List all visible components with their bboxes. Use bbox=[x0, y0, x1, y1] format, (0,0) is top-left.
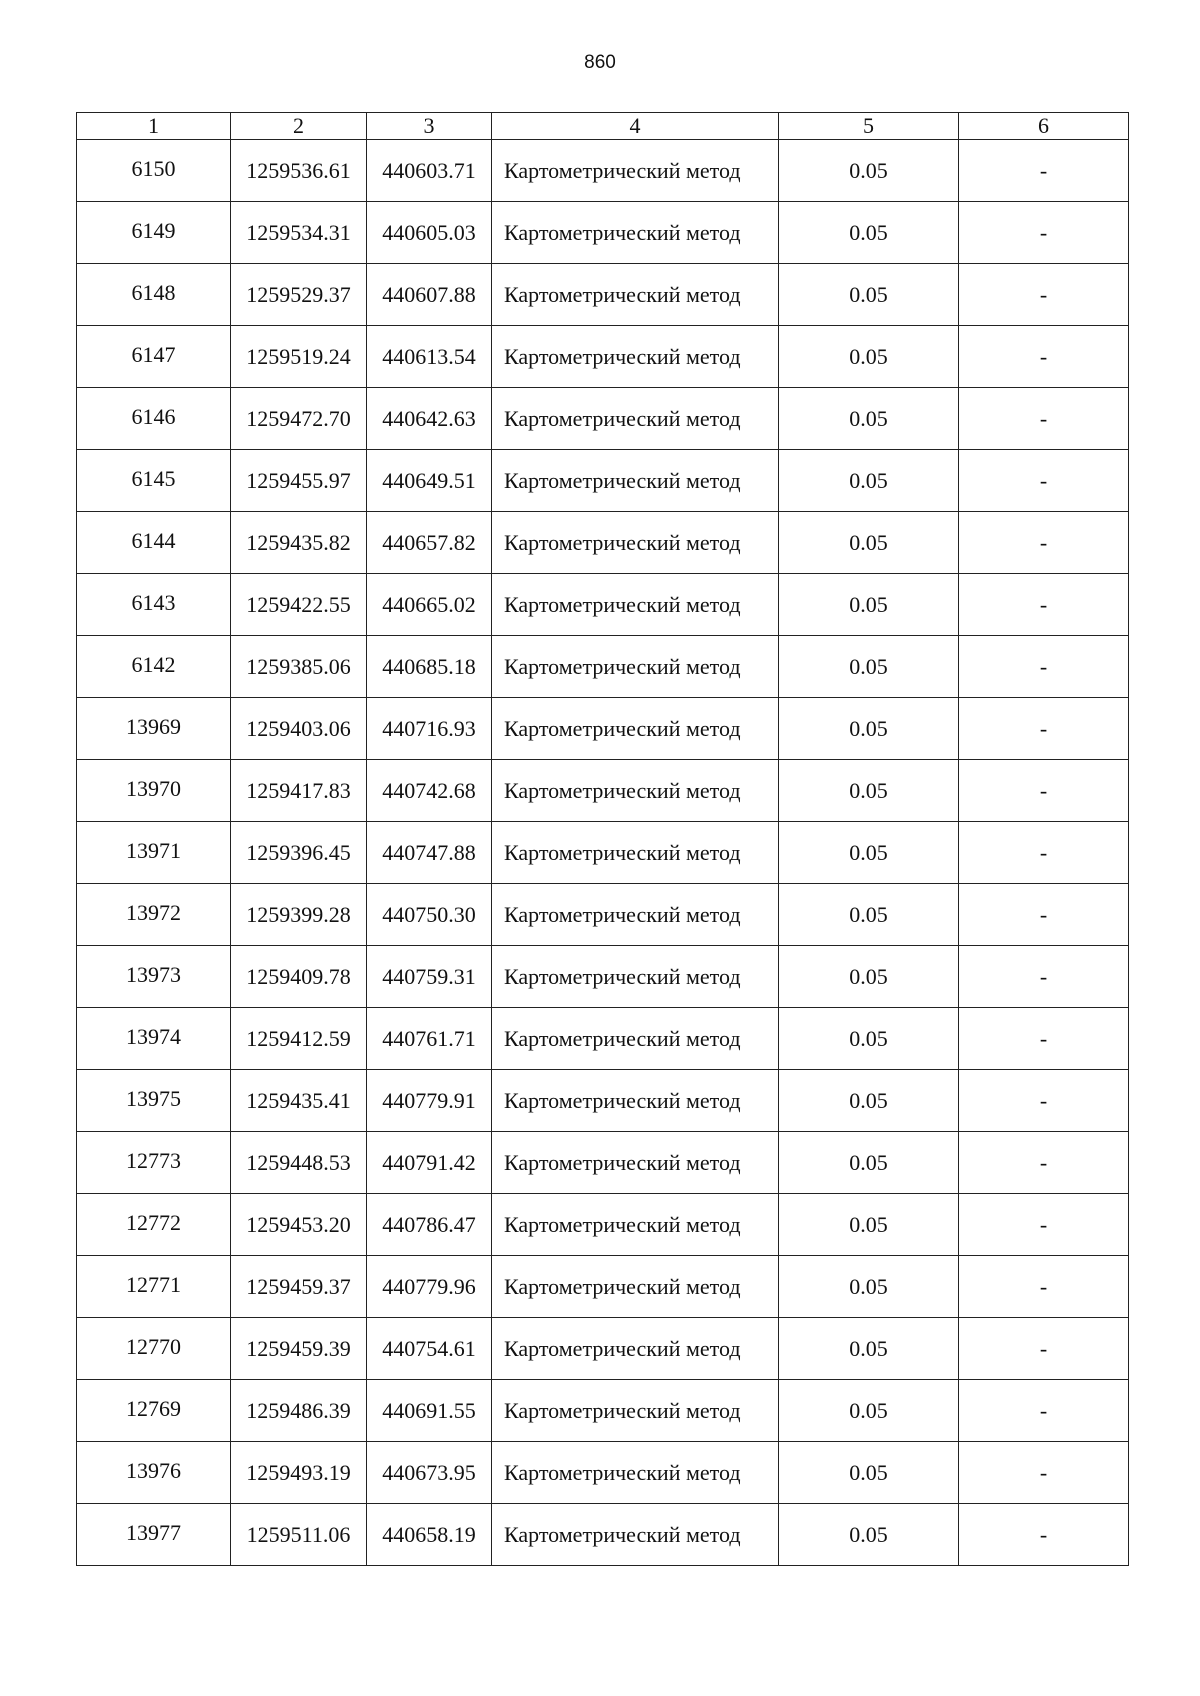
table-row bbox=[77, 326, 1129, 388]
y-coordinate-cell: 440791.42 bbox=[367, 1132, 492, 1194]
point-number-cell: 12769 bbox=[77, 1380, 231, 1442]
x-coordinate-cell: 1259435.41 bbox=[231, 1070, 367, 1132]
x-coordinate-cell: 1259493.19 bbox=[231, 1442, 367, 1504]
y-coordinate-cell: 440603.71 bbox=[367, 140, 492, 202]
x-coordinate-cell: 1259534.31 bbox=[231, 202, 367, 264]
method-cell: Картометрический метод bbox=[492, 1256, 779, 1318]
x-coordinate-cell: 1259511.06 bbox=[231, 1504, 367, 1566]
point-number-cell: 6143 bbox=[77, 574, 231, 636]
method-cell: Картометрический метод bbox=[492, 388, 779, 450]
method-cell: Картометрический метод bbox=[492, 946, 779, 1008]
accuracy-cell: 0.05 bbox=[779, 1008, 959, 1070]
method-cell: Картометрический метод bbox=[492, 512, 779, 574]
note-cell: - bbox=[959, 1132, 1129, 1194]
table-row bbox=[77, 1132, 1129, 1194]
table-row bbox=[77, 202, 1129, 264]
table-row bbox=[77, 512, 1129, 574]
y-coordinate-cell: 440747.88 bbox=[367, 822, 492, 884]
table-row bbox=[77, 1318, 1129, 1380]
note-cell: - bbox=[959, 1256, 1129, 1318]
x-coordinate-cell: 1259417.83 bbox=[231, 760, 367, 822]
x-coordinate-cell: 1259435.82 bbox=[231, 512, 367, 574]
column-header: 4 bbox=[492, 113, 779, 140]
x-coordinate-cell: 1259455.97 bbox=[231, 450, 367, 512]
column-header: 3 bbox=[367, 113, 492, 140]
accuracy-cell: 0.05 bbox=[779, 636, 959, 698]
method-cell: Картометрический метод bbox=[492, 140, 779, 202]
x-coordinate-cell: 1259529.37 bbox=[231, 264, 367, 326]
x-coordinate-cell: 1259459.37 bbox=[231, 1256, 367, 1318]
coordinates-table bbox=[76, 112, 1129, 1566]
y-coordinate-cell: 440673.95 bbox=[367, 1442, 492, 1504]
accuracy-cell: 0.05 bbox=[779, 202, 959, 264]
point-number-cell: 6144 bbox=[77, 512, 231, 574]
x-coordinate-cell: 1259396.45 bbox=[231, 822, 367, 884]
table-row bbox=[77, 388, 1129, 450]
method-cell: Картометрический метод bbox=[492, 884, 779, 946]
point-number-cell: 13974 bbox=[77, 1008, 231, 1070]
x-coordinate-cell: 1259422.55 bbox=[231, 574, 367, 636]
accuracy-cell: 0.05 bbox=[779, 1442, 959, 1504]
note-cell: - bbox=[959, 450, 1129, 512]
accuracy-cell: 0.05 bbox=[779, 388, 959, 450]
table-body bbox=[77, 140, 1129, 1566]
table-row bbox=[77, 1008, 1129, 1070]
accuracy-cell: 0.05 bbox=[779, 1070, 959, 1132]
table-row bbox=[77, 1380, 1129, 1442]
x-coordinate-cell: 1259459.39 bbox=[231, 1318, 367, 1380]
note-cell: - bbox=[959, 1442, 1129, 1504]
note-cell: - bbox=[959, 202, 1129, 264]
note-cell: - bbox=[959, 1380, 1129, 1442]
column-header: 2 bbox=[231, 113, 367, 140]
note-cell: - bbox=[959, 1318, 1129, 1380]
accuracy-cell: 0.05 bbox=[779, 1380, 959, 1442]
method-cell: Картометрический метод bbox=[492, 1070, 779, 1132]
table-row bbox=[77, 574, 1129, 636]
point-number-cell: 12771 bbox=[77, 1256, 231, 1318]
x-coordinate-cell: 1259399.28 bbox=[231, 884, 367, 946]
accuracy-cell: 0.05 bbox=[779, 1132, 959, 1194]
point-number-cell: 6150 bbox=[77, 140, 231, 202]
y-coordinate-cell: 440642.63 bbox=[367, 388, 492, 450]
accuracy-cell: 0.05 bbox=[779, 1504, 959, 1566]
method-cell: Картометрический метод bbox=[492, 264, 779, 326]
accuracy-cell: 0.05 bbox=[779, 140, 959, 202]
accuracy-cell: 0.05 bbox=[779, 326, 959, 388]
accuracy-cell: 0.05 bbox=[779, 450, 959, 512]
y-coordinate-cell: 440649.51 bbox=[367, 450, 492, 512]
method-cell: Картометрический метод bbox=[492, 698, 779, 760]
y-coordinate-cell: 440607.88 bbox=[367, 264, 492, 326]
note-cell: - bbox=[959, 1070, 1129, 1132]
method-cell: Картометрический метод bbox=[492, 822, 779, 884]
point-number-cell: 6145 bbox=[77, 450, 231, 512]
x-coordinate-cell: 1259519.24 bbox=[231, 326, 367, 388]
table-row bbox=[77, 698, 1129, 760]
note-cell: - bbox=[959, 1194, 1129, 1256]
y-coordinate-cell: 440716.93 bbox=[367, 698, 492, 760]
y-coordinate-cell: 440605.03 bbox=[367, 202, 492, 264]
accuracy-cell: 0.05 bbox=[779, 512, 959, 574]
method-cell: Картометрический метод bbox=[492, 1442, 779, 1504]
x-coordinate-cell: 1259448.53 bbox=[231, 1132, 367, 1194]
method-cell: Картометрический метод bbox=[492, 636, 779, 698]
table-row bbox=[77, 1256, 1129, 1318]
point-number-cell: 13975 bbox=[77, 1070, 231, 1132]
point-number-cell: 13970 bbox=[77, 760, 231, 822]
x-coordinate-cell: 1259403.06 bbox=[231, 698, 367, 760]
y-coordinate-cell: 440658.19 bbox=[367, 1504, 492, 1566]
accuracy-cell: 0.05 bbox=[779, 1256, 959, 1318]
x-coordinate-cell: 1259409.78 bbox=[231, 946, 367, 1008]
accuracy-cell: 0.05 bbox=[779, 946, 959, 1008]
point-number-cell: 12770 bbox=[77, 1318, 231, 1380]
method-cell: Картометрический метод bbox=[492, 574, 779, 636]
x-coordinate-cell: 1259453.20 bbox=[231, 1194, 367, 1256]
note-cell: - bbox=[959, 326, 1129, 388]
accuracy-cell: 0.05 bbox=[779, 1194, 959, 1256]
y-coordinate-cell: 440779.91 bbox=[367, 1070, 492, 1132]
y-coordinate-cell: 440685.18 bbox=[367, 636, 492, 698]
table-row bbox=[77, 760, 1129, 822]
table-row bbox=[77, 884, 1129, 946]
accuracy-cell: 0.05 bbox=[779, 1318, 959, 1380]
point-number-cell: 13973 bbox=[77, 946, 231, 1008]
note-cell: - bbox=[959, 636, 1129, 698]
note-cell: - bbox=[959, 760, 1129, 822]
y-coordinate-cell: 440665.02 bbox=[367, 574, 492, 636]
note-cell: - bbox=[959, 822, 1129, 884]
method-cell: Картометрический метод bbox=[492, 1008, 779, 1070]
accuracy-cell: 0.05 bbox=[779, 760, 959, 822]
point-number-cell: 12773 bbox=[77, 1132, 231, 1194]
table-row bbox=[77, 1442, 1129, 1504]
point-number-cell: 13972 bbox=[77, 884, 231, 946]
note-cell: - bbox=[959, 140, 1129, 202]
method-cell: Картометрический метод bbox=[492, 1504, 779, 1566]
accuracy-cell: 0.05 bbox=[779, 698, 959, 760]
point-number-cell: 13969 bbox=[77, 698, 231, 760]
x-coordinate-cell: 1259486.39 bbox=[231, 1380, 367, 1442]
point-number-cell: 6148 bbox=[77, 264, 231, 326]
point-number-cell: 6147 bbox=[77, 326, 231, 388]
x-coordinate-cell: 1259385.06 bbox=[231, 636, 367, 698]
note-cell: - bbox=[959, 1008, 1129, 1070]
y-coordinate-cell: 440761.71 bbox=[367, 1008, 492, 1070]
y-coordinate-cell: 440613.54 bbox=[367, 326, 492, 388]
table-row bbox=[77, 946, 1129, 1008]
method-cell: Картометрический метод bbox=[492, 760, 779, 822]
y-coordinate-cell: 440691.55 bbox=[367, 1380, 492, 1442]
note-cell: - bbox=[959, 946, 1129, 1008]
point-number-cell: 13971 bbox=[77, 822, 231, 884]
point-number-cell: 13977 bbox=[77, 1504, 231, 1566]
y-coordinate-cell: 440754.61 bbox=[367, 1318, 492, 1380]
table-row bbox=[77, 450, 1129, 512]
note-cell: - bbox=[959, 388, 1129, 450]
note-cell: - bbox=[959, 884, 1129, 946]
method-cell: Картометрический метод bbox=[492, 1318, 779, 1380]
table-row bbox=[77, 822, 1129, 884]
y-coordinate-cell: 440657.82 bbox=[367, 512, 492, 574]
table-row bbox=[77, 1504, 1129, 1566]
table-row bbox=[77, 140, 1129, 202]
note-cell: - bbox=[959, 1504, 1129, 1566]
point-number-cell: 6149 bbox=[77, 202, 231, 264]
table-header-row bbox=[77, 113, 1129, 140]
y-coordinate-cell: 440742.68 bbox=[367, 760, 492, 822]
x-coordinate-cell: 1259472.70 bbox=[231, 388, 367, 450]
point-number-cell: 13976 bbox=[77, 1442, 231, 1504]
accuracy-cell: 0.05 bbox=[779, 822, 959, 884]
table-row bbox=[77, 264, 1129, 326]
method-cell: Картометрический метод bbox=[492, 450, 779, 512]
method-cell: Картометрический метод bbox=[492, 1194, 779, 1256]
method-cell: Картометрический метод bbox=[492, 1132, 779, 1194]
accuracy-cell: 0.05 bbox=[779, 574, 959, 636]
table-row bbox=[77, 1070, 1129, 1132]
y-coordinate-cell: 440779.96 bbox=[367, 1256, 492, 1318]
x-coordinate-cell: 1259536.61 bbox=[231, 140, 367, 202]
point-number-cell: 12772 bbox=[77, 1194, 231, 1256]
method-cell: Картометрический метод bbox=[492, 202, 779, 264]
point-number-cell: 6142 bbox=[77, 636, 231, 698]
accuracy-cell: 0.05 bbox=[779, 884, 959, 946]
y-coordinate-cell: 440750.30 bbox=[367, 884, 492, 946]
note-cell: - bbox=[959, 512, 1129, 574]
accuracy-cell: 0.05 bbox=[779, 264, 959, 326]
table-row bbox=[77, 1194, 1129, 1256]
column-header: 1 bbox=[77, 113, 231, 140]
column-header: 6 bbox=[959, 113, 1129, 140]
note-cell: - bbox=[959, 264, 1129, 326]
note-cell: - bbox=[959, 698, 1129, 760]
page-number: 860 bbox=[584, 52, 616, 73]
y-coordinate-cell: 440759.31 bbox=[367, 946, 492, 1008]
point-number-cell: 6146 bbox=[77, 388, 231, 450]
column-header: 5 bbox=[779, 113, 959, 140]
y-coordinate-cell: 440786.47 bbox=[367, 1194, 492, 1256]
x-coordinate-cell: 1259412.59 bbox=[231, 1008, 367, 1070]
method-cell: Картометрический метод bbox=[492, 326, 779, 388]
method-cell: Картометрический метод bbox=[492, 1380, 779, 1442]
table-row bbox=[77, 636, 1129, 698]
note-cell: - bbox=[959, 574, 1129, 636]
